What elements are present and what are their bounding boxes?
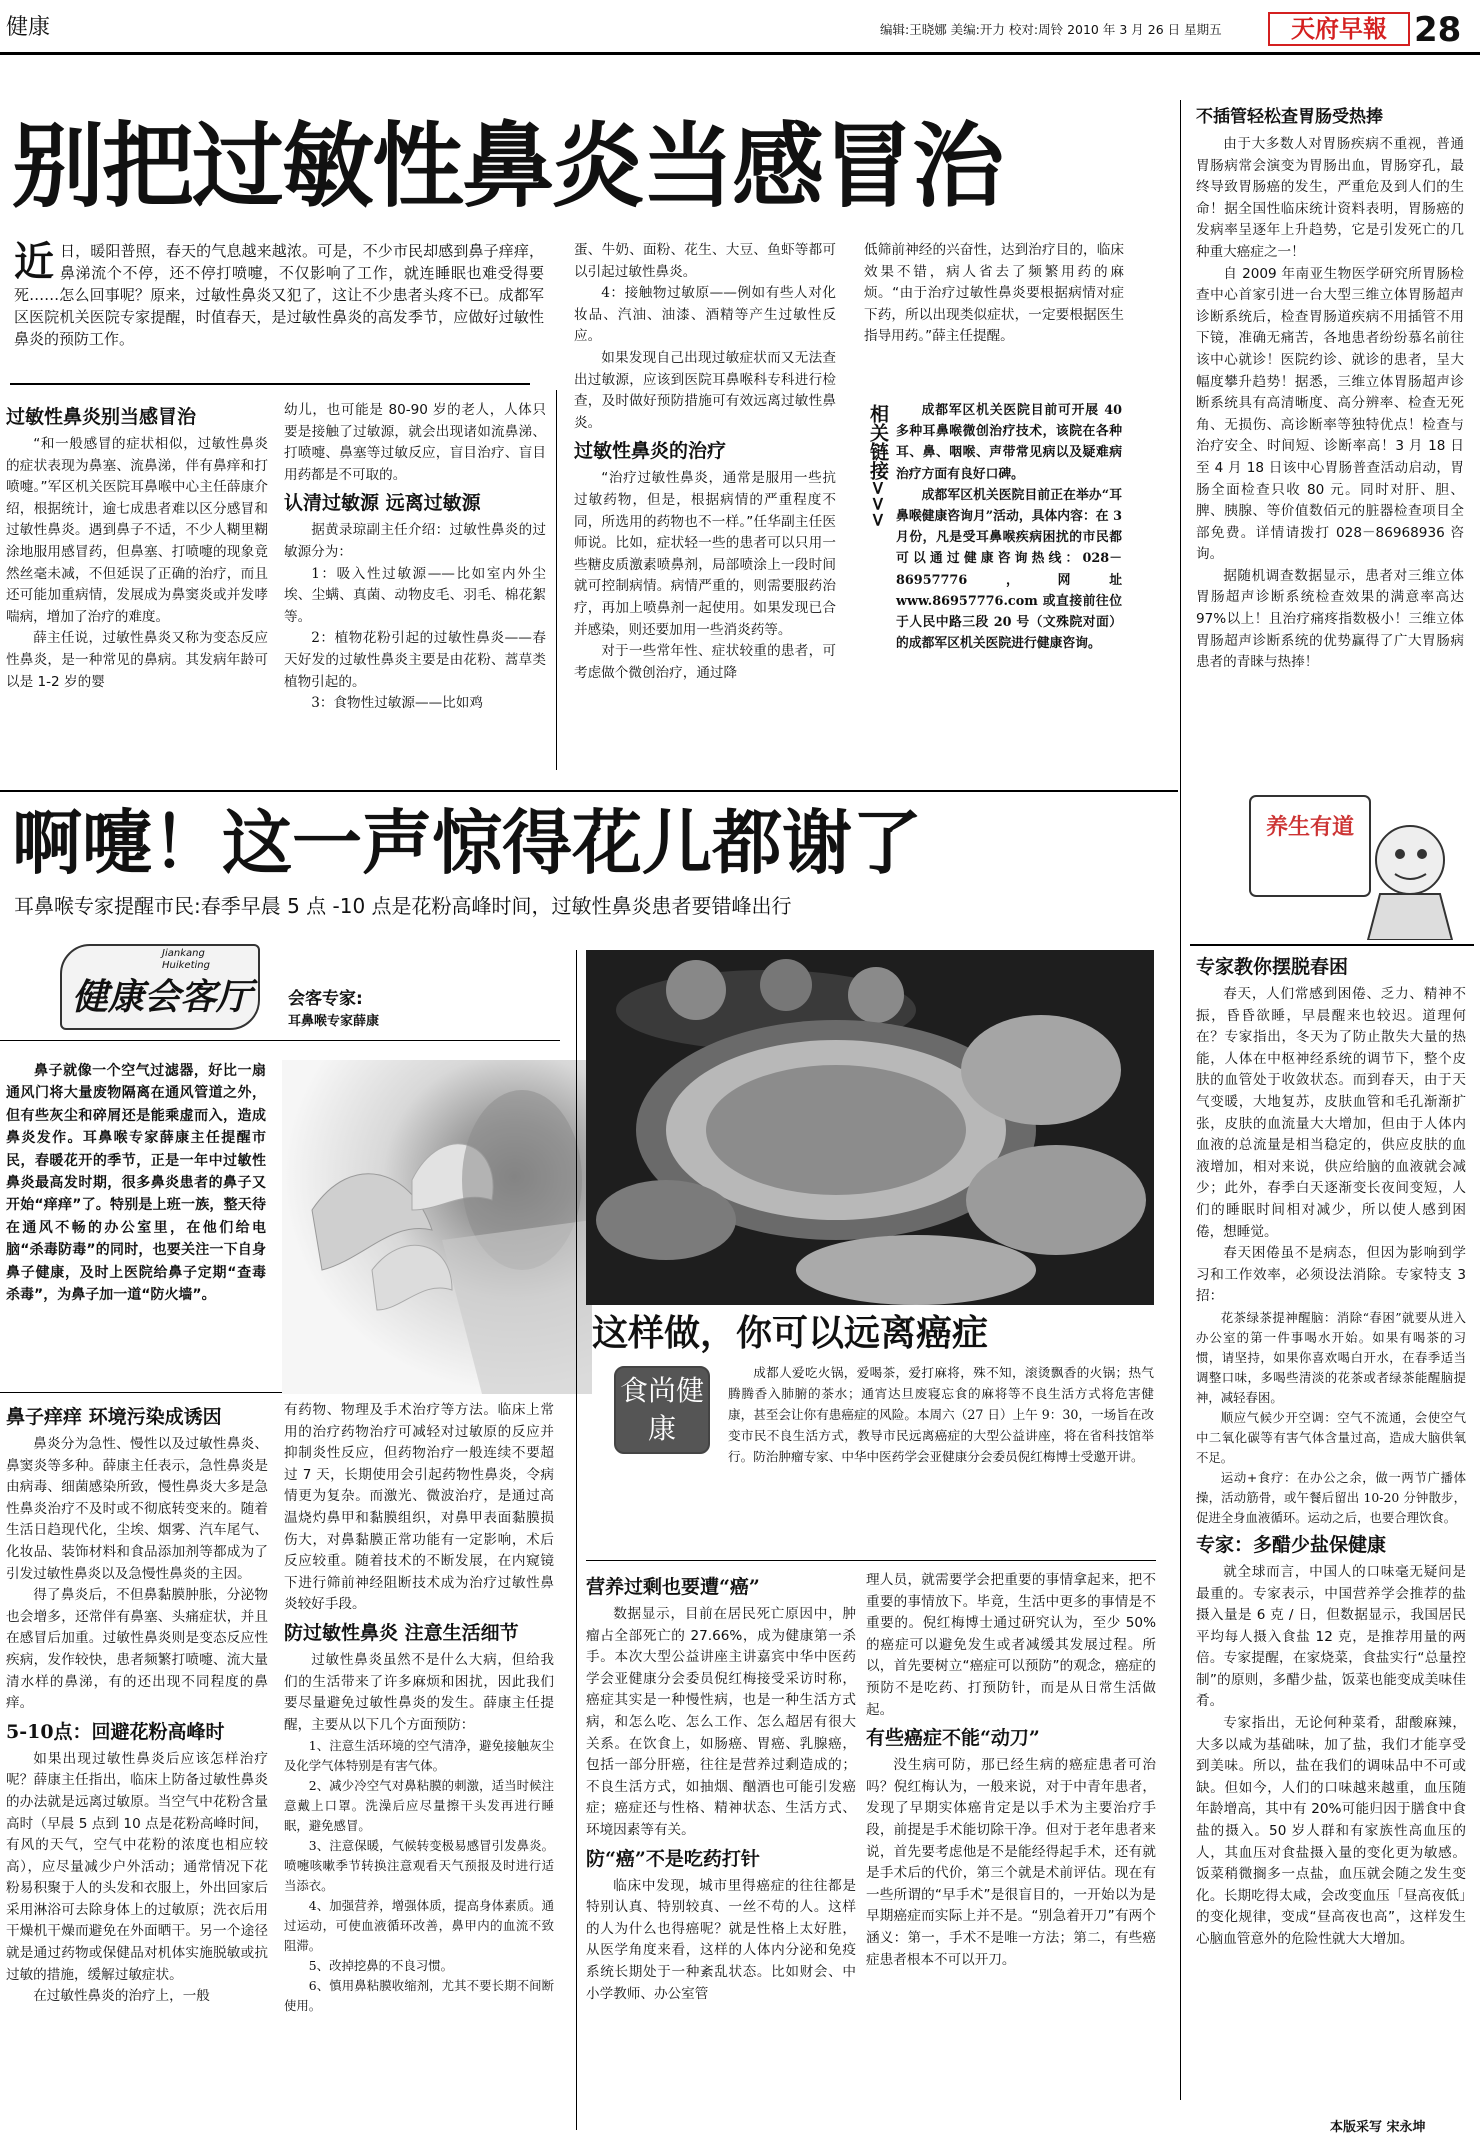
a1-col2-heading: 认清过敏源 远离过敏源 xyxy=(284,492,481,515)
brand-logo: 天府早報 xyxy=(1268,12,1410,46)
woman-flower-photo xyxy=(282,1060,592,1394)
article3-title: 这样做，你可以远离癌症 xyxy=(592,1313,989,1354)
a2-col2: 有药物、物理及手术治疗等方法。临床上常用的治疗药物治疗可减轻对过敏原的反应并抑制炎性反应，但药物治疗一般连续不要超过 7 天，长期使用会引起药物性鼻炎，令病情更为复杂。而激光、微波治疗，是通过高温烧灼鼻甲和黏膜组织，对鼻甲表面黏膜损伤大，对鼻黏膜正常功能有一定影响，术后反应较重。随着技术的不断发展，在内窥镜下进行筛前神经阻断技术成为治疗过敏性鼻炎较好手段。 防过敏性鼻炎 注意生活细节 过敏性鼻炎虽然不是什么大病，但给我们的生活带来了许多麻烦和困扰，因此我们要尽量避免过敏性鼻炎的发生。薛康主任提醒，主要从以下几个方面预防： 1、注意生活环境的空气清净，避免接触灰尘及化学气体特别是有害气体。 2、减少冷空气对鼻粘膜的刺激，适当时候注意戴上口罩。洗澡后应尽量擦干头发再进行睡眠，避免感冒。 3、注意保暖，气候转变极易感冒引发鼻炎。喷嚏咳嗽季节转换注意观看天气预报及时进行适当添衣。 4、加强营养，增强体质，提高身体素质。通过运动，可使血液循环改善，鼻甲内的血流不致阻滞。 5、改掉挖鼻的不良习惯。 6、慎用鼻粘膜收缩剂，尤其不要长期不间断使用。 xyxy=(284,1402,554,2014)
header-info: 编辑:王晓娜 美编:开力 校对:周铃 2010 年 3 月 26 日 星期五 xyxy=(880,22,1222,37)
sidebar1-title: 不插管轻松查胃肠受热捧 xyxy=(1196,107,1383,127)
a2-col1-rule xyxy=(0,1392,282,1393)
a3-col2-heading: 有些癌症不能“动刀” xyxy=(866,1727,1040,1750)
health-tip-badge: 养生有道 xyxy=(1265,815,1354,840)
related-link-label: 相关链接>>> xyxy=(867,404,889,528)
sidebar2-illustration xyxy=(1190,790,1470,940)
article2-subtitle: 耳鼻喉专家提醒市民:春季早晨 5 点 -10 点是花粉高峰时间，过敏性鼻炎患者要错峰出行 xyxy=(14,894,792,918)
guest-logo-text: 健康会客厅 xyxy=(72,977,253,1018)
a2-col2-heading: 防过敏性鼻炎 注意生活细节 xyxy=(284,1621,519,1644)
guest-logo-pinyin: Jiankang Huiketing xyxy=(162,948,210,971)
a1-col1: 过敏性鼻炎别当感冒治 “和一般感冒的症状相似，过敏性鼻炎的症状表现为鼻塞、流鼻涕，伴有鼻痒和打喷嚏。”军区机关医院耳鼻喉中心主任薛康介绍，根据统计，逾七成患者难以区分感冒和过敏性鼻炎。遇到鼻子不适，不少人糊里糊涂地服用感冒药，但鼻塞、打喷嚏的现象竟然丝毫未减，不但延误了正确的治疗，而且还可能加重病情，发展成为鼻窦炎或并发哮喘病，增加了治疗的难度。 薛主任说，过敏性鼻炎又称为变态反应性鼻炎，是一种常见的鼻病。其发病年龄可以是 1-2 岁的婴 xyxy=(6,406,268,690)
a3-col1-heading: 营养过剩也要遭“癌” xyxy=(586,1576,760,1598)
section2-rule xyxy=(0,790,1178,792)
byline: 本版采写 宋永坤 xyxy=(1330,2120,1426,2135)
article1-lead: 近日，暖阳普照，春天的气息越来越浓。可是，不少市民却感到鼻子痒痒，鼻涕流个不停，还不停打喷嚏，不仅影响了工作，就连睡眠也难受得要死……怎么回事呢？原来，过敏性鼻炎又犯了，这让不少患者头疼不已。成都军区医院机关医院专家提醒，时值春天，是过敏性鼻炎的高发季节，应做好过敏性鼻炎的预防工作。 xyxy=(14,239,544,348)
drop-cap: 近 xyxy=(14,239,54,285)
guest-logo xyxy=(60,944,260,1030)
col-divider-a1 xyxy=(556,390,557,770)
a3-col1-heading2: 防“癌”不是吃药打针 xyxy=(586,1847,760,1870)
article1-title: 别把过敏性鼻炎当感冒治 xyxy=(12,113,1003,220)
sidebar2-heading2: 专家：多醋少盐保健康 xyxy=(1196,1533,1387,1556)
header-rule xyxy=(0,52,1480,55)
page-number: 28 xyxy=(1414,10,1462,50)
a1-col4: 低筛前神经的兴奋性，达到治疗目的，临床效果不错，病人省去了频繁用药的麻烦。“由于治疗过敏性鼻炎要根据病情对症下药，所以出现类似症状，一定要根据医生指导用药。”薛主任提醒。 xyxy=(864,242,1124,345)
a3-rule xyxy=(586,1560,1156,1561)
a1-col1-heading: 过敏性鼻炎别当感冒治 xyxy=(6,406,197,428)
guest-rule xyxy=(0,1040,560,1041)
sidebar-divider xyxy=(1180,100,1181,2100)
food-health-badge: 食尚健康 xyxy=(614,1366,710,1454)
col-divider-a2 xyxy=(576,950,577,2130)
flower-illustration xyxy=(282,1060,592,1394)
a2-col1b: 鼻子痒痒 环境污染成诱因 鼻炎分为急性、慢性以及过敏性鼻炎、鼻窦炎等多种。薛康主任表示，急性鼻炎是由病毒、细菌感染所致，慢性鼻炎大多是急性鼻炎治疗不及时或不彻底转变来的。随着生活日趋现代化，尘埃、烟雾、汽车尾气、化妆品、装饰材料和食品添加剂等都成为了引发过敏性鼻炎以及急慢性鼻炎的主因。 得了鼻炎后，不但鼻黏膜肿胀，分泌物也会增多，还常伴有鼻塞、头痛症状，并且在感冒后加重。过敏性鼻炎则是变态反应性疾病，发作较快，患者频繁打喷嚏、流大量清水样的鼻涕，有的还出现不同程度的鼻痒。 5-10点：回避花粉高峰时 如果出现过敏性鼻炎后应该怎样治疗呢？薛康主任指出，临床上防备过敏性鼻炎的办法就是远离过敏原。当空气中花粉含量高时（早晨 5 点到 10 点是花粉高峰时间，有风的天气，空气中花粉的浓度也相应较高），应尽量减少户外活动；通常情况下花粉易积聚于人的头发和衣服上，外出回家后采用淋浴可去除身体上的过敏原；洗衣后用干燥机干燥而避免在外面晒干。另一个途径就是通过药物或保健品对机体实施脱敏或抗过敏的措施，缓解过敏症状。 在过敏性鼻炎的治疗上，一般 xyxy=(6,1406,268,2005)
a2-col1-heading2: 5-10点：回避花粉高峰时 xyxy=(6,1720,225,1743)
guest-name: 耳鼻喉专家薛康 xyxy=(288,1014,380,1029)
a3-col1: 营养过剩也要遭“癌” 数据显示，目前在居民死亡原因中，肿瘤占全部死亡的 27.66%，成为健康第一杀手。本次大型公益讲座主讲嘉宾中华中医药学会亚健康分会委员倪红梅接受采访时称，癌症其实是一种慢性病，也是一种生活方式病，和怎么吃、怎么工作、怎么超居有很大关系。在饮食上，如肠癌、胃癌、乳腺癌，包括一部分肝癌，往往是营养过剩造成的；不良生活方式，如抽烟、酗酒也可能引发癌症；癌症还与性格、精神状态、生活方式、环境因素等有关。 防“癌”不是吃药打针 临床中发现，城市里得癌症的往往都是特别认真、特别较真、一丝不苟的人。这样的人为什么也得癌呢？就是性格上太好胜，从医学角度来看，这样的人体内分泌和免疫系统长期处于一种紊乱状态。比如财会、中小学教师、办公室管 xyxy=(586,1576,856,2002)
related-link-box: 成都军区机关医院目前可开展 40 多种耳鼻喉微创治疗技术，该院在各种耳、鼻、咽喉、声带常见病以及疑难病治疗方面有良好口碑。 成都军区机关医院目前正在举办“耳鼻喉健康咨询月”活动，具体内容：在 3 月份，凡是受耳鼻喉疾病困扰的市民都可以通过健康咨询热线：028－86957776，网址www.86957776.com 或直接前往位于人民中路三段 20 号（文殊院对面）的成都军区机关医院进行健康咨询。 xyxy=(896,403,1122,652)
hotpot-photo xyxy=(586,950,1154,1305)
a1-col3-heading: 过敏性鼻炎的治疗 xyxy=(574,440,727,463)
article3-intro: 成都人爱吃火锅，爱喝茶，爱打麻将，殊不知，滚烫飘香的火锅；热气腾腾香入肺腑的茶水；通宵达旦废寝忘食的麻将等不良生活方式将危害健康，甚至会让你有患癌症的风险。本周六（27 日）上午 9：30，一场旨在改变市民不良生活方式，教导市民远离癌症的大型公益讲座，将在省科技馆举行。防治肿瘤专家、中华中医药学会亚健康分会委员倪红梅博士受邀开讲。 xyxy=(728,1365,1154,1464)
section-label: 健康 xyxy=(6,15,51,40)
article2-title: 啊嚏！这一声惊得花儿都谢了 xyxy=(12,802,922,884)
sidebar2: 专家教你摆脱春困 春天，人们常感到困倦、乏力、精神不振，昏昏欲睡，早晨醒来也较迟。道理何在？专家指出，冬天为了防止散失大量的热能，人体在中枢神经系统的调节下，整个皮肤的血管处于收敛状态。而到春天，由于天气变暖，大地复苏，皮肤血管和毛孔渐渐扩张，皮肤的血流量大大增加，但由于人体内血液的总流量是相当稳定的，供应皮肤的血液增加，相对来说，供应给脑的血液就会减少；此外，春季白天逐渐变长夜间变短，人们的睡眠时间相对减少，所以使人感到困倦，想睡觉。 春天困倦虽不是病态，但因为影响到学习和工作效率，必须设法消除。专家特支 3 招： 花茶绿茶提神醒脑：消除“春困”就要从进入办公室的第一件事喝水开始。如果有喝茶的习惯，请坚持，如果你喜欢喝白开水，在春季适当调整口味，多喝些清淡的花茶或者绿茶能醒脑提神，减轻春困。 顺应气候少开空调：空气不流通，会使空气中二氧化碳等有害气体含量过高，造成大脑供氧不足。 运动+食疗：在办公之余，做一两节广播体操，活动筋骨，或午餐后留出 10-20 分钟散步，促进全身血液循环。运动之后，也要合理饮食。 专家：多醋少盐保健康 就全球而言，中国人的口味毫无疑问是最重的。专家表示，中国营养学会推荐的盐摄入量是 6 克 / 日，但数据显示，我国居民平均每人摄入食盐 12 克，是推荐用量的两倍。专家提醒，在家烧菜，食盐实行“总量控制”的原则，多醋少盐，饭菜也能变成美味佳肴。 专家指出，无论何种菜肴，甜酸麻辣，大多以咸为基础味，加了盐，我们才能享受到美味。所以，盐在我们的调味品中不可或缺。但如今，人们的口味越来越重，血压随年龄增高，其中有 20%可能归因于膳食中食盐的摄入。50 岁人群和有家族性高血压的人，其血压对食盐摄入量的变化更为敏感。饭菜稍微搁多一点盐，血压就会随之发生变化。长期吃得太咸，会改变血压「昼高夜低」的变化规律，变成“昼高夜也高”，这样发生心脑血管意外的危险性就大大增加。 xyxy=(1196,956,1466,1947)
a2-col1-heading: 鼻子痒痒 环境污染成诱因 xyxy=(6,1406,222,1428)
sidebar1: 不插管轻松查胃肠受热捧 由于大多数人对胃肠疾病不重视，普通胃肠病常会演变为胃肠出血，胃肠穿孔，最终导致胃肠癌的发生，严重危及到人们的生命！据全国性临床统计资料表明，胃肠癌的发病率呈逐年上升趋势，它是引发死亡的几种重大癌症之一！ 自 2009 年南亚生物医学研究所胃肠检查中心首家引进一台大型三维立体胃肠超声诊断系统后，检查胃肠道疾病不用插管不用下镜，准确无痛苦，各地患者纷纷慕名前往该中心就诊！医院约诊、就诊的患者，呈大幅度攀升趋势！据悉，三维立体胃肠超声诊断系统具有高清晰度、高分辨率、检查无死角、无损伤、高诊断率等独特优点！检查与治疗安全、时间短、诊断率高！3 月 18 日至 4 月 18 日该中心胃肠普查活动启动，胃肠全面检查只收 80 元。同时对肝、胆、脾、胰腺、等价值数佰元的脏器检查项目全部免费。详情请拨打 028－86968936 咨询。 据随机调查数据显示，患者对三维立体胃肠超声诊断系统检查效果的满意率高达 97%以上！且治疗痛疼指数极小！三维立体胃肠超声诊断系统的优势赢得了广大胃肠病患者的青睐与热捧！ xyxy=(1196,100,1464,674)
lead-rule xyxy=(10,383,530,385)
sidebar2-heading1: 专家教你摆脱春困 xyxy=(1196,956,1349,978)
a2-col1: 鼻子就像一个空气过滤器，好比一扇通风门将大量废物隔离在通风管道之外，但有些灰尘和碎屑还是能乘虚而入，造成鼻炎发作。耳鼻喉专家薛康主任提醒市民，春暖花开的季节，正是一年中过敏性鼻炎最高发时期，很多鼻炎患者的鼻子又开始“痒痒”了。特别是上班一族，整天待在通风不畅的办公室里，在他们给电脑“杀毒防毒”的同时，也要关注一下自身鼻子健康，及时上医院给鼻子定期“查毒杀毒”，为鼻子加一道“防火墙”。 xyxy=(6,1063,266,1304)
sidebar2-rule xyxy=(1190,944,1474,946)
guest-label: 会客专家: xyxy=(288,989,363,1009)
a1-col3: 蛋、牛奶、面粉、花生、大豆、鱼虾等都可以引起过敏性鼻炎。 4：接触物过敏原——例如有些人对化妆品、汽油、油漆、酒精等产生过敏性反应。 如果发现自己出现过敏症状而又无法查出过敏源，应该到医院耳鼻喉科专科进行检查，及时做好预防措施可有效远离过敏性鼻炎。 过敏性鼻炎的治疗 “治疗过敏性鼻炎，通常是服用一些抗过敏药物，但是，根据病情的严重程度不同，所选用的药物也不一样。”任华副主任医师说。比如，症状轻一些的患者可以只用一些糖皮质激素喷鼻剂，局部喷涂上一段时间就可控制病情。病情严重的，则需要服药治疗，再加上喷鼻剂一起使用。如果发现已合并感染，则还要加用一些消炎药等。 对于一些常年性、症状较重的患者，可考虑做个微创治疗，通过降 xyxy=(574,242,836,681)
a3-col2: 理人员，就需要学会把重要的事情拿起来，把不重要的事情放下。毕竟，生活中更多的事情是不重要的。倪红梅博士通过研究认为，至少 50%的癌症可以避免发生或者减缓其发展过程。所以，首先要树立“癌症可以预防”的观念，癌症的预防不是吃药、打预防针，而是从日常生活做起。 有些癌症不能“动刀” 没生病可防，那已经生病的癌症患者可治吗？倪红梅认为，一般来说，对于中青年患者，发现了早期实体癌肯定是以手术为主要治疗手段，前提是手术能切除干净。但对于老年患者来说，首先要考虑他是不是能经得起手术，还有就是手术后的代价，第三个就是术前评估。现在有一些所谓的“早手术”是很盲目的，一开始以为是早期癌症而实际上并不是。“别急着开刀”有两个涵义：第一，手术不是唯一方法；第二，有些癌症患者根本不可以开刀。 xyxy=(866,1572,1156,1968)
hotpot-illustration xyxy=(586,950,1154,1305)
a1-col2: 幼儿，也可能是 80-90 岁的老人，人体只要是接触了过敏源，就会出现诸如流鼻涕、打喷嚏、鼻塞等过敏反应，盲目治疗、盲目用药都是不可取的。 认清过敏源 远离过敏源 据黄录琼副主任介绍：过敏性鼻炎的过敏源分为： 1：吸入性过敏源——比如室内外尘埃、尘螨、真菌、动物皮毛、羽毛、棉花絮等。 2：植物花粉引起的过敏性鼻炎——春天好发的过敏性鼻炎主要是由花粉、蒿草类植物引起的。 3：食物性过敏源——比如鸡 xyxy=(284,402,546,712)
